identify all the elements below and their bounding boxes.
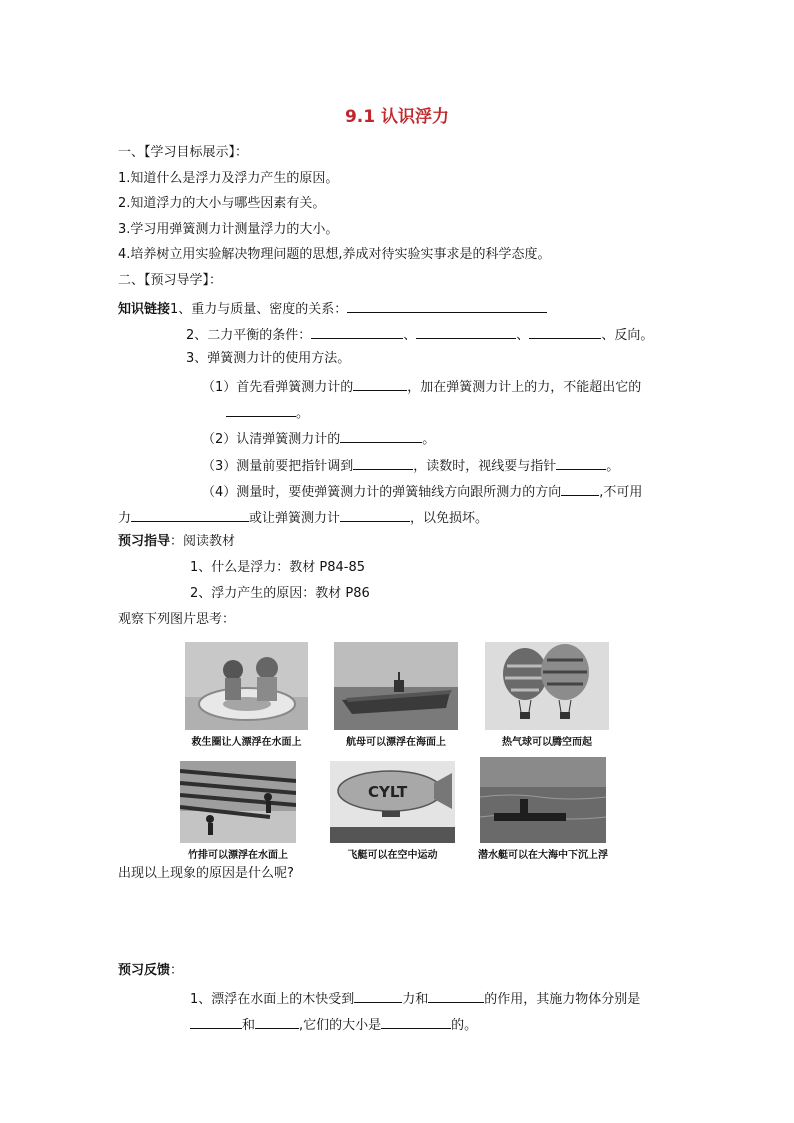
blank[interactable] bbox=[353, 455, 413, 470]
section2-heading: 二、【预习导学】： bbox=[118, 273, 223, 288]
blank[interactable] bbox=[529, 324, 601, 339]
preview-feedback-label: 预习反馈 bbox=[118, 963, 171, 978]
preview-feedback: 预习反馈： bbox=[118, 963, 184, 978]
guide-item-2: 2、浮力产生的原因：教材 P86 bbox=[190, 586, 370, 601]
objective-3: 3.学习用弹簧测力计测量浮力的大小。 bbox=[118, 222, 339, 237]
knowledge-link-label: 知识链接 bbox=[118, 302, 171, 317]
blank[interactable] bbox=[311, 324, 403, 339]
knowledge-link-1: 知识链接1、重力与质量、密度的关系： bbox=[118, 298, 547, 319]
airship-lettering: CYLT bbox=[368, 783, 408, 801]
blank[interactable] bbox=[340, 428, 422, 443]
photo-aircraft-carrier bbox=[334, 642, 458, 730]
caption-bamboo-raft: 竹排可以漂浮在水面上 bbox=[188, 850, 288, 861]
observe-prompt: 观察下列图片思考： bbox=[118, 612, 236, 627]
feedback-q1: 1、漂浮在水面上的木快受到 力和 的作用，其施力物体分别是 bbox=[190, 988, 640, 1009]
question: 出现以上现象的原因是什么呢? bbox=[118, 866, 294, 881]
knowledge-link-3: 3、弹簧测力计的使用方法。 bbox=[186, 351, 351, 366]
blank[interactable] bbox=[255, 1014, 299, 1029]
photo-life-ring bbox=[185, 642, 308, 730]
blank[interactable] bbox=[340, 507, 410, 522]
blank[interactable] bbox=[381, 1014, 451, 1029]
preview-guide: 预习指导：阅读教材 bbox=[118, 534, 236, 549]
knowledge-link-2: 2、二力平衡的条件： 、 、 、反向。 bbox=[186, 324, 653, 345]
blank[interactable] bbox=[556, 455, 606, 470]
caption-submarine: 潜水艇可以在大海中下沉上浮 bbox=[478, 850, 608, 861]
blank[interactable] bbox=[416, 324, 516, 339]
photo-submarine bbox=[480, 757, 606, 843]
blank[interactable] bbox=[353, 376, 407, 391]
photo-bamboo-raft bbox=[180, 761, 296, 843]
guide-item-1: 1、什么是浮力：教材 P84-85 bbox=[190, 560, 366, 575]
objective-4: 4.培养树立用实验解决物理问题的思想,养成对待实验实事求是的科学态度。 bbox=[118, 247, 551, 262]
objective-2: 2.知道浮力的大小与哪些因素有关。 bbox=[118, 196, 326, 211]
step-3: （3）测量前要把指针调到 ，读数时，视线要与指针 。 bbox=[202, 455, 619, 476]
blank[interactable] bbox=[347, 298, 547, 313]
preview-guide-label: 预习指导 bbox=[118, 534, 171, 549]
feedback-q1-cont: 和 ,它们的大小是 的。 bbox=[190, 1014, 477, 1035]
step-4-cont: 力 或让弹簧测力计 ，以免损坏。 bbox=[118, 507, 488, 528]
section1-heading: 一、【学习目标展示】： bbox=[118, 145, 249, 160]
caption-hot-air-balloons: 热气球可以腾空而起 bbox=[502, 737, 592, 748]
caption-airship: 飞艇可以在空中运动 bbox=[347, 850, 438, 861]
step-1-cont: 。 bbox=[226, 402, 309, 423]
caption-life-ring: 救生圈让人漂浮在水面上 bbox=[191, 737, 302, 748]
blank[interactable] bbox=[226, 402, 296, 417]
photo-hot-air-balloons bbox=[485, 642, 609, 730]
blank[interactable] bbox=[190, 1014, 242, 1029]
page-title: 9.1 认识浮力 bbox=[344, 107, 450, 127]
step-4: （4）测量时，要使弹簧测力计的弹簧轴线方向跟所测力的方向 ,不可用 bbox=[202, 481, 642, 502]
blank[interactable] bbox=[428, 988, 484, 1003]
objective-1: 1.知道什么是浮力及浮力产生的原因。 bbox=[118, 171, 339, 186]
step-2: （2）认清弹簧测力计的 。 bbox=[202, 428, 435, 449]
caption-aircraft-carrier: 航母可以漂浮在海面上 bbox=[346, 737, 446, 748]
blank[interactable] bbox=[131, 507, 249, 522]
blank[interactable] bbox=[561, 481, 599, 496]
photo-airship bbox=[330, 761, 455, 843]
step-1: （1）首先看弹簧测力计的 ，加在弹簧测力计上的力，不能超出它的 bbox=[202, 376, 641, 397]
blank[interactable] bbox=[354, 988, 402, 1003]
